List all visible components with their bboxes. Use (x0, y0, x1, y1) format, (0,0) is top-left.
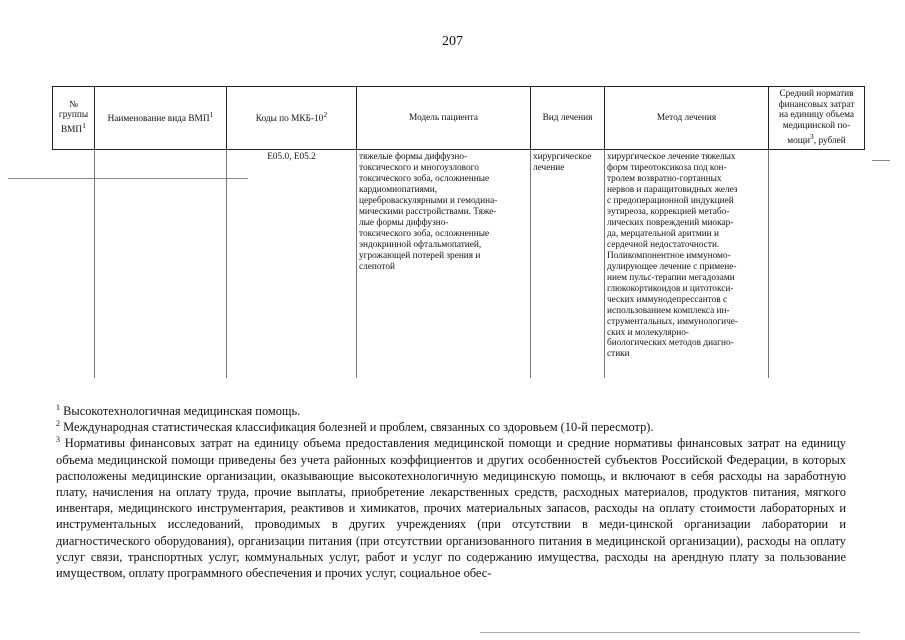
header-treatment-method: Метод лечения (605, 87, 769, 150)
footnote-2: $^2$ Международная статистическая классификация болезней и проблем, связанных со здоровьем (10-й пересмотр). (56, 419, 654, 435)
header-treatment-type: Вид лечения (531, 87, 605, 150)
scan-artifact-line (872, 160, 890, 161)
page-number: 207 (442, 34, 463, 49)
cell-treatment-type: хирургическое лечение (531, 150, 605, 379)
footnote-3: $^3$ Нормативы финансовых затрат на единицу объема предоставления медицинской помощи и средние нормативы финансовых затрат на единицу объема медицинской помощи приведены без учета районных коэффициентов и других особенностей субъектов Российской Федерации, в которых расположены медицинские организации, оказывающие высокотехнологичную медицинскую помощь, и включают в себя расходы на заработную плату, начисления на оплату труда, прочие выплаты, приобретение лекарственных средств, расходных материалов, продуктов питания, мягкого инвентаря, медицинского инструментария, реактивов и химикатов, прочих материальных запасов, расходы на оплату стоимости лабораторных и инструментальных исследований, проводимых в других учреждениях (при отсутствии в меди-цинской организации лаборатории и диагностического оборудования), организации питания (при отсутствии организованного питания в медицинской организации), расходы на оплату услуг связи, транспортных услуг, коммунальных услуг, работ и услуг по содержанию имущества, расходы на арендную плату за пользование имуществом, оплату программного обеспечения и прочих услуг, социальное обес- (56, 435, 846, 581)
table-header-row (53, 87, 865, 150)
cell-group-number (53, 150, 95, 379)
footnotes (56, 403, 846, 581)
header-patient-model: Модель пациента (357, 87, 531, 150)
cell-treatment-method: хирургическое лечение тяжелых форм тиреотоксикоза под кон- тролем возвратно-гортанных нервов и паращитовидных желез с предоперационной индукцией эутиреоза, коррекцией метабо- лических повреждений миокар- да, мерцательной аритмии и сердечной недостаточности. Поликомпонентное иммуномо- дулирующее лечение с примене- нием пульс-терапии мегадозами глюкокортикоидов и цитотокси- ческих иммунодепрессантов с использованием комплекса ин- струментальных, иммунологиче- ских и молекулярно- биологических методов диагно- стики (605, 150, 769, 379)
header-icd-codes: Коды по МКБ-$10^2$ (227, 87, 357, 150)
cell-average-cost (769, 150, 865, 379)
cell-patient-model: тяжелые формы диффузно- токсического и многоузлового токсического зоба, осложненные кардиомиопатиями, цереброваскулярными и гемодина- мическими расстройствами. Тяже- лые формы диффузно- токсического зоба, осложненные эндокринной офтальмопатией, угрожающей потерей зрения и слепотой (357, 150, 531, 379)
vmp-table (52, 86, 865, 378)
header-group-number: № группы ВМП$^1$ (53, 87, 95, 150)
footnote-1: $^1$ Высокотехнологичная медицинская помощь. (56, 402, 301, 418)
cell-vmp-name (95, 150, 227, 379)
scan-artifact-line (480, 632, 860, 633)
header-vmp-name: Наименование вида ВМП$^1$ (95, 87, 227, 150)
header-average-cost: Средний норматив финансовых затрат на единицу объема медицинской по- мощи$^3$, рублей (769, 87, 865, 150)
cell-icd-codes: E05.0, E05.2 (227, 150, 357, 379)
table-row (53, 150, 865, 379)
